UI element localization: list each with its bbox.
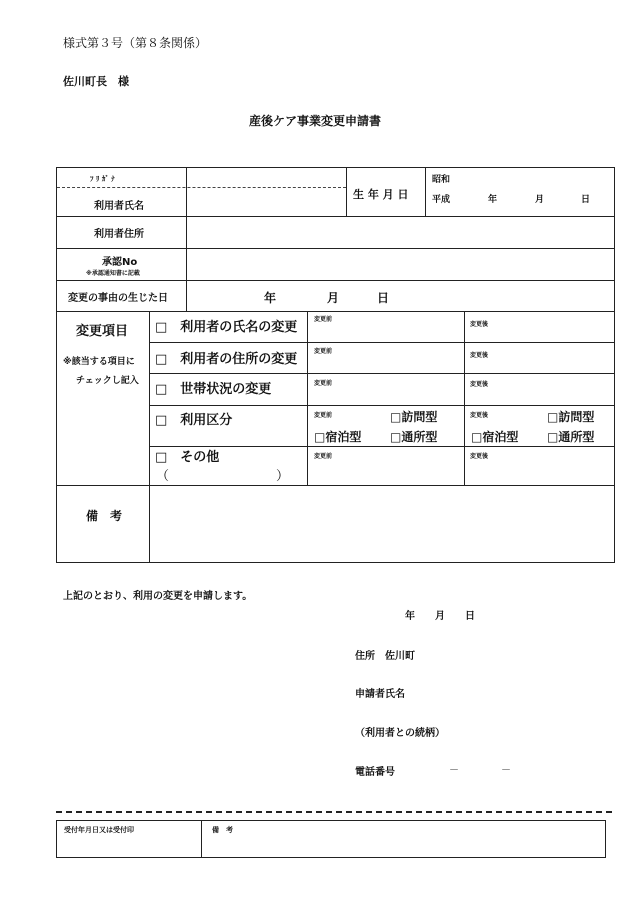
- application-date: 年 月 日: [405, 611, 475, 622]
- after-opt-day[interactable]: □通所型: [547, 430, 595, 444]
- cut-line: [56, 811, 612, 813]
- before-label-2: 変更前: [314, 348, 333, 355]
- before-label-5: 変更前: [314, 453, 333, 460]
- item-other[interactable]: □ その他: [155, 450, 220, 465]
- before-label-3: 変更前: [314, 380, 333, 387]
- after-label-1: 変更後: [470, 321, 489, 328]
- other-paren-close: ）: [276, 469, 290, 484]
- before-opt-visit[interactable]: □訪問型: [390, 410, 438, 424]
- approval-no-note: ※承認通知書に記載: [86, 270, 140, 277]
- after-opt-visit[interactable]: □訪問型: [547, 410, 595, 424]
- change-date-label: 変更の事由の生じた日: [68, 293, 168, 304]
- remarks-field[interactable]: [150, 486, 614, 562]
- birth-month-unit: 月: [535, 195, 545, 205]
- item-address-change[interactable]: □ 利用者の住所の変更: [155, 352, 298, 367]
- before-opt-stay[interactable]: □宿泊型: [314, 430, 362, 444]
- addressee: 佐川町長 様: [63, 75, 129, 88]
- before-label-4: 変更前: [314, 412, 333, 419]
- page-title: 産後ケア事業変更申請書: [248, 114, 381, 128]
- approval-no-label: 承認No: [102, 257, 138, 268]
- phone-separator-1: －: [449, 765, 459, 776]
- change-items-note-2: チェックし記入: [76, 376, 139, 386]
- phone-separator-2: －: [501, 765, 511, 776]
- era-showa: 昭和: [432, 175, 451, 185]
- change-date-month: 月: [327, 291, 340, 305]
- receipt-remarks-label: 備 考: [212, 826, 233, 834]
- after-label-5: 変更後: [470, 453, 489, 460]
- change-items-label: 変更項目: [76, 324, 129, 339]
- change-items-note-1: ※該当する項目に: [63, 357, 135, 367]
- birth-date-label: 生 年 月 日: [353, 188, 409, 201]
- receipt-date-label: 受付年月日又は受付印: [64, 826, 134, 834]
- furigana-field[interactable]: [187, 168, 345, 186]
- birth-year-unit: 年: [488, 195, 498, 205]
- remarks-label: 備 考: [86, 509, 123, 523]
- item-household-change[interactable]: □ 世帯状況の変更: [155, 382, 272, 397]
- phone-label: 電話番号: [355, 767, 395, 778]
- after-opt-stay[interactable]: □宿泊型: [471, 430, 519, 444]
- furigana-label: ﾌ ﾘ ｶﾞ ﾅ: [90, 175, 115, 183]
- after-label-3: 変更後: [470, 381, 489, 388]
- relation-label: （利用者との続柄）: [355, 728, 445, 739]
- item-name-change[interactable]: □ 利用者の氏名の変更: [155, 320, 298, 335]
- era-heisei: 平成: [432, 195, 451, 205]
- user-name-label: 利用者氏名: [94, 201, 144, 212]
- change-date-year: 年: [264, 291, 277, 305]
- applicant-name-label: 申請者氏名: [355, 689, 405, 700]
- applicant-address-label: 住所 佐川町: [355, 651, 415, 662]
- before-opt-day[interactable]: □通所型: [390, 430, 438, 444]
- birth-day-unit: 日: [581, 195, 591, 205]
- item-usage-category[interactable]: □ 利用区分: [155, 413, 233, 428]
- approval-no-field[interactable]: [187, 249, 614, 280]
- after-label-2: 変更後: [470, 352, 489, 359]
- after-label-4: 変更後: [470, 412, 489, 419]
- form-number: 様式第３号（第８条関係）: [63, 36, 208, 50]
- change-date-day: 日: [377, 291, 390, 305]
- user-address-label: 利用者住所: [94, 229, 144, 240]
- application-statement: 上記のとおり、利用の変更を申請します。: [63, 591, 253, 602]
- user-address-field[interactable]: [187, 217, 614, 248]
- other-paren-open: （: [156, 469, 170, 484]
- user-name-field[interactable]: [187, 188, 345, 215]
- before-label-1: 変更前: [314, 316, 333, 323]
